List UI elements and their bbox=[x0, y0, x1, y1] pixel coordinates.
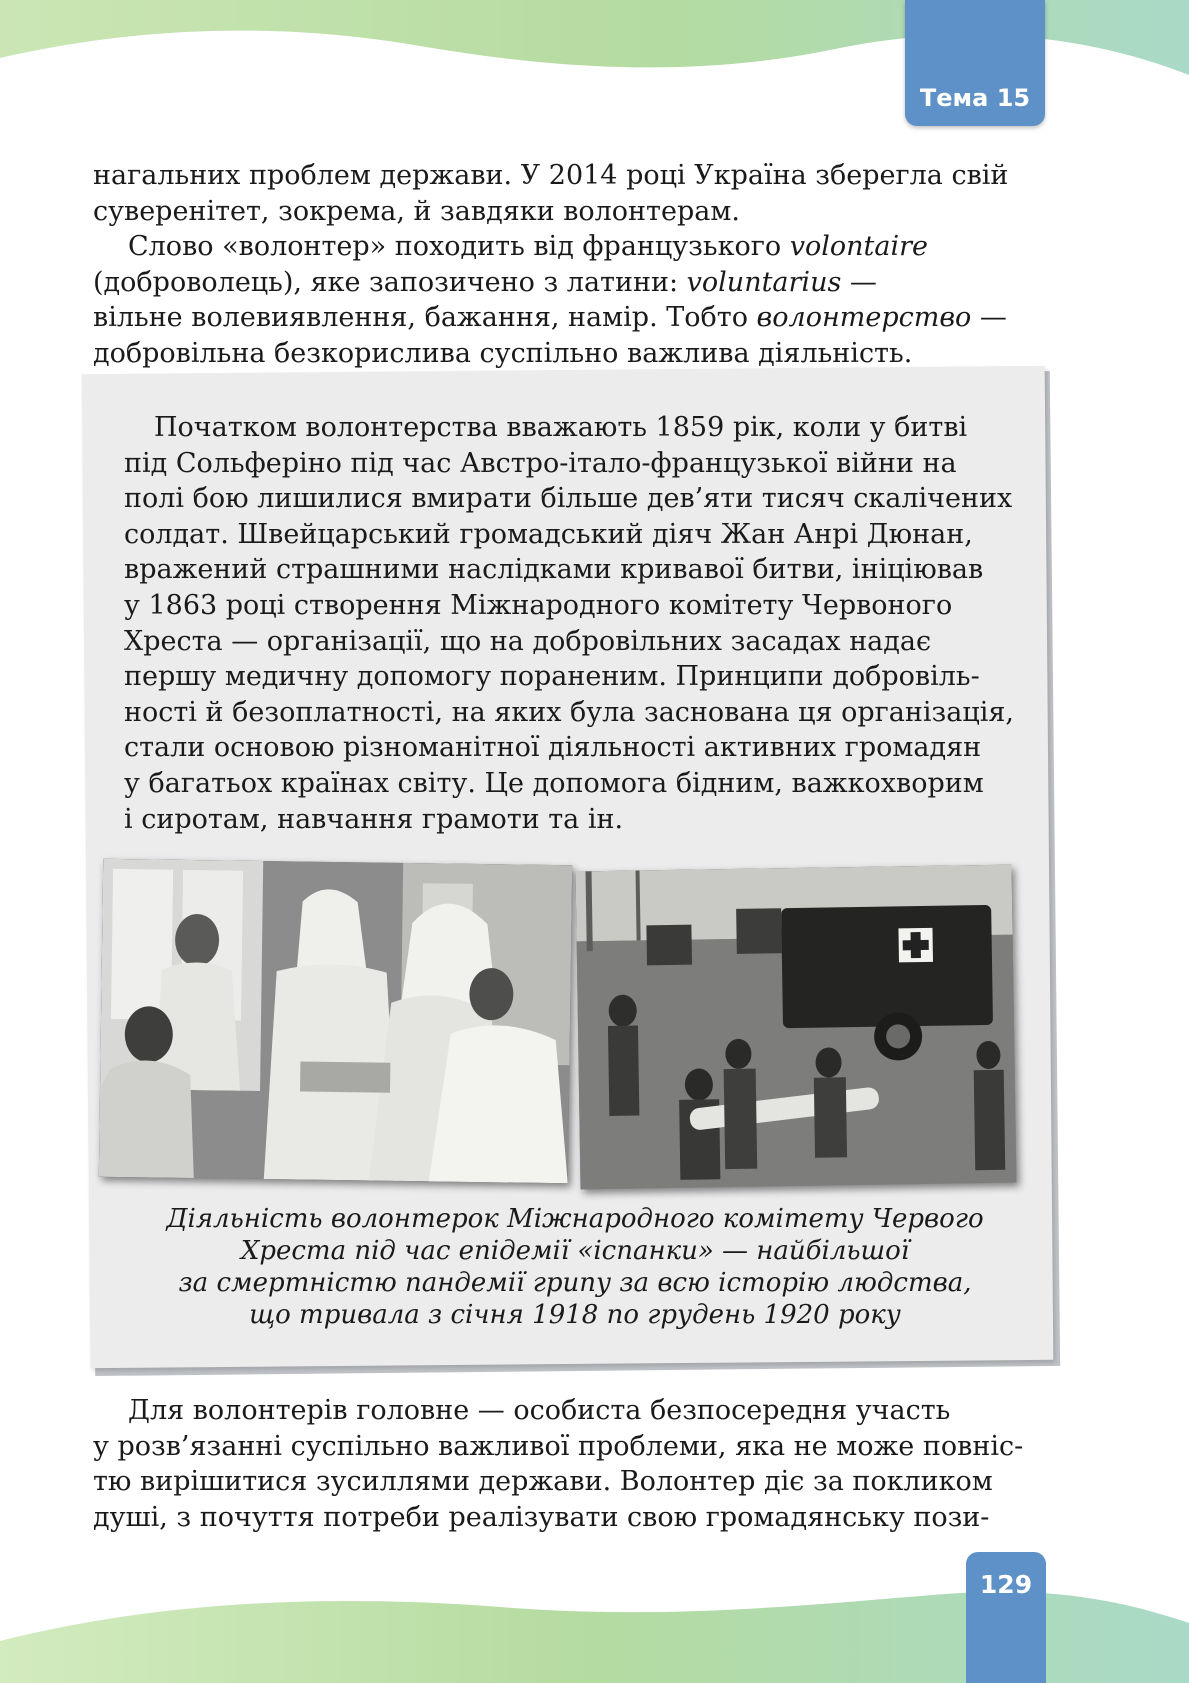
outro-text bbox=[93, 1393, 1048, 1535]
intro-paragraph-1 bbox=[93, 158, 1048, 229]
photo-nurses-in-ward bbox=[99, 859, 572, 1184]
text-line: душі, з почуття потреби реалізувати свою громадянську пози- bbox=[93, 1501, 990, 1533]
text-line: у розв’язанні суспільно важливої проблеми, яка не може повніс- bbox=[93, 1430, 1024, 1462]
text-line: першу медичну допомогу пораненим. Принципи добровіль- bbox=[124, 661, 980, 693]
caption-line: що тривала з січня 1918 по грудень 1920 року bbox=[249, 1300, 901, 1330]
topic-label: Тема 15 bbox=[919, 84, 1031, 112]
text-line: (доброволець), яке запозичено з латини: bbox=[93, 266, 687, 298]
text-line: Хреста — організації, що на добровільних засадах надає bbox=[124, 625, 932, 657]
text-line: Для волонтерів головне — особиста безпосередня участь bbox=[128, 1395, 951, 1426]
caption-line: за смертністю пандемії грипу за всю історію людства, bbox=[178, 1268, 972, 1298]
text-line: під Сольферіно під час Австро-італо-французької війни на bbox=[124, 447, 957, 479]
italic-term: volontaire bbox=[789, 231, 928, 262]
outro-paragraph bbox=[93, 1393, 1048, 1535]
italic-term: волонтерство bbox=[756, 302, 972, 333]
text-line: солдат. Швейцарський громадський діяч Жан Анрі Дюнан, bbox=[124, 518, 973, 550]
text-line: у 1863 році створення Міжнародного комітету Червоного bbox=[124, 589, 953, 621]
text-line: тю вирішитися зусиллями держави. Волонтер діє за покликом bbox=[93, 1466, 993, 1497]
topic-tab bbox=[905, 0, 1045, 126]
text-line: стали основою різноманітної діяльності активних громадян bbox=[124, 732, 982, 764]
text-line: полі бою лишилися вмирати більше дев’яти тисяч скалічених bbox=[124, 483, 1013, 515]
text-line: Початком волонтерства вважають 1859 рік, коли у битві bbox=[154, 412, 968, 443]
italic-term: voluntarius bbox=[686, 266, 842, 298]
caption-line: Діяльність волонтерок Міжнародного комітету Червого bbox=[166, 1204, 984, 1234]
text-line: Слово «волонтер» походить від французького bbox=[128, 231, 790, 262]
text-line: добровільна безкорислива суспільно важлива діяльність. bbox=[93, 337, 913, 369]
text-line: суверенітет, зокрема, й завдяки волонтерам. bbox=[93, 195, 740, 227]
text-line: у багатьох країнах світу. Це допомога бідним, важкохворим bbox=[124, 767, 984, 799]
text-line: вільне волевиявлення, бажання, намір. Тобто bbox=[93, 302, 757, 333]
page-number-tab bbox=[966, 1552, 1046, 1683]
text-line: і сиротам, навчання грамоти та ін. bbox=[124, 803, 624, 835]
intro-text bbox=[93, 158, 1048, 371]
text-line: нагальних проблем держави. У 2014 році Україна зберегла свій bbox=[93, 160, 1009, 191]
text-line: ності й безоплатності, на яких була заснована ця організація, bbox=[124, 696, 1014, 728]
photo-caption bbox=[130, 1203, 1020, 1331]
info-box-paragraph bbox=[124, 410, 1029, 837]
info-box-text bbox=[124, 410, 1029, 837]
text-line: — bbox=[841, 266, 877, 298]
photo-red-cross-ambulance bbox=[576, 865, 1017, 1190]
text-line: вражений страшними наслідками кривавої битви, ініціював bbox=[124, 554, 984, 586]
text-line: — bbox=[971, 302, 1007, 333]
page-number: 129 bbox=[979, 1570, 1033, 1599]
intro-paragraph-2 bbox=[93, 229, 1048, 371]
caption-line: Хреста під час епідемії «іспанки» — найбільшої bbox=[240, 1236, 910, 1266]
